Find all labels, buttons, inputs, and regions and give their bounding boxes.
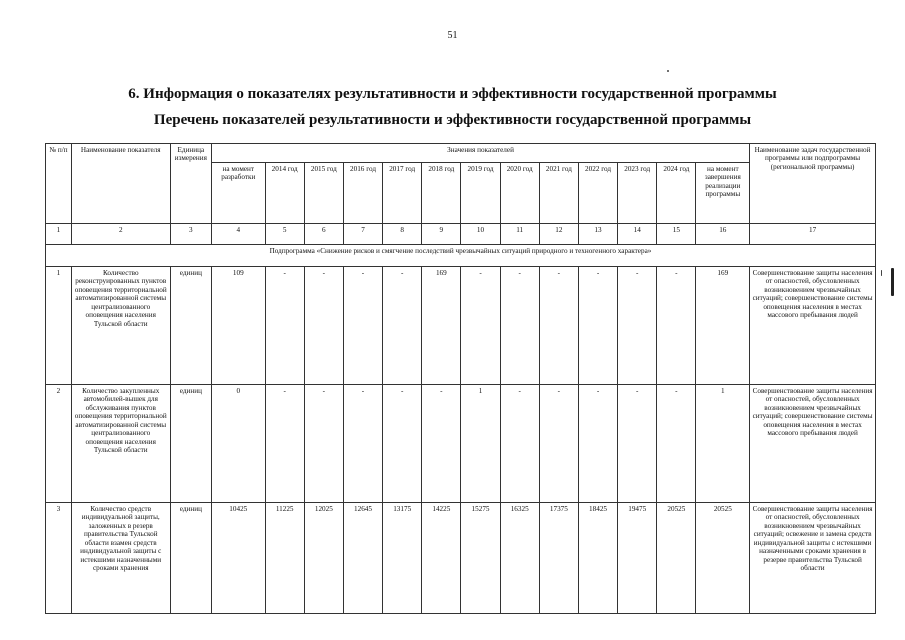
column-number: 9: [422, 224, 461, 245]
row-value: -: [500, 385, 539, 503]
row-value: 18425: [578, 503, 617, 614]
row-value: -: [618, 267, 657, 385]
table-row: [46, 503, 876, 614]
row-value: 1: [696, 385, 750, 503]
column-number: 7: [343, 224, 382, 245]
row-value: -: [304, 267, 343, 385]
scan-speck: [667, 70, 669, 72]
row-value: 17375: [539, 503, 578, 614]
row-num: 1: [46, 267, 72, 385]
row-value: 13175: [383, 503, 422, 614]
column-number: 11: [500, 224, 539, 245]
column-number: 14: [618, 224, 657, 245]
header-row: [46, 144, 876, 163]
row-value: 19475: [618, 503, 657, 614]
header-year: 2020 год: [500, 163, 539, 224]
row-value: 20525: [657, 503, 696, 614]
row-value: -: [265, 267, 304, 385]
row-value: -: [383, 385, 422, 503]
column-number: 12: [539, 224, 578, 245]
row-value: 109: [211, 267, 265, 385]
row-value: -: [657, 267, 696, 385]
row-value: 10425: [211, 503, 265, 614]
row-value: -: [539, 267, 578, 385]
row-value: 169: [696, 267, 750, 385]
column-number: 4: [211, 224, 265, 245]
row-tasks: Совершенствование защиты населения от опасностей, обусловленных возникновением чрезвычайных ситуаций; освежение и замена средств индивидуальной защиты с истекшими назначенными сроками хранения в резерве правительства Тульской области: [750, 503, 876, 614]
row-value: -: [500, 267, 539, 385]
header-year: 2024 год: [657, 163, 696, 224]
row-num: 3: [46, 503, 72, 614]
row-tasks: Совершенствование защиты населения от опасностей, обусловленных возникновением чрезвычайных ситуаций; совершенствование системы оповещения населения в местах массового пребывания людей: [750, 385, 876, 503]
header-num: № п/п: [46, 144, 72, 224]
header-year: 2022 год: [578, 163, 617, 224]
row-value: 0: [211, 385, 265, 503]
row-value: -: [343, 385, 382, 503]
header-year: 2015 год: [304, 163, 343, 224]
row-value: 1: [461, 385, 500, 503]
column-number: 17: [750, 224, 876, 245]
row-value: -: [539, 385, 578, 503]
row-value: 12645: [343, 503, 382, 614]
column-number: 15: [657, 224, 696, 245]
row-value: -: [461, 267, 500, 385]
row-value: -: [578, 267, 617, 385]
row-indicator-name: Количество средств индивидуальной защиты, заложенных в резерв правительства Тульской области взамен средств индивидуальной защиты с истекшими назначенными сроками хранения: [71, 503, 170, 614]
header-year: 2019 год: [461, 163, 500, 224]
column-number: 3: [170, 224, 211, 245]
row-value: 15275: [461, 503, 500, 614]
row-indicator-name: Количество реконструированных пунктов оповещения территориальной автоматизированной системы централизованного оповещения населения Тульской области: [71, 267, 170, 385]
header-year: 2014 год: [265, 163, 304, 224]
row-value: 169: [422, 267, 461, 385]
header-year: 2021 год: [539, 163, 578, 224]
column-number: 5: [265, 224, 304, 245]
row-unit: единиц: [170, 267, 211, 385]
row-value: -: [265, 385, 304, 503]
row-value: 12025: [304, 503, 343, 614]
column-number: 1: [46, 224, 72, 245]
table-row: [46, 267, 876, 385]
header-tasks: Наименование задач государственной программы или подпрограммы (региональной программы): [750, 144, 876, 224]
row-unit: единиц: [170, 503, 211, 614]
row-value: -: [657, 385, 696, 503]
column-number: 16: [696, 224, 750, 245]
row-num: 2: [46, 385, 72, 503]
row-value: 14225: [422, 503, 461, 614]
scan-speck: [881, 270, 882, 276]
row-value: 11225: [265, 503, 304, 614]
header-year: 2018 год: [422, 163, 461, 224]
row-value: -: [578, 385, 617, 503]
header-year: 2017 год: [383, 163, 422, 224]
table-row: [46, 385, 876, 503]
row-value: -: [422, 385, 461, 503]
row-value: -: [343, 267, 382, 385]
column-numbers-row: [46, 224, 876, 245]
header-end: на момент завершения реализации программы: [696, 163, 750, 224]
row-value: 20525: [696, 503, 750, 614]
header-name: Наименование показателя: [71, 144, 170, 224]
header-values-group: Значения показателей: [211, 144, 749, 163]
header-unit: Единица измерения: [170, 144, 211, 224]
column-number: 2: [71, 224, 170, 245]
header-year: 2016 год: [343, 163, 382, 224]
column-number: 8: [383, 224, 422, 245]
indicators-table: [45, 143, 876, 614]
subprogram-title: Подпрограмма «Снижение рисков и смягчение последствий чрезвычайных ситуаций природного и техногенного характера»: [46, 245, 876, 267]
column-number: 10: [461, 224, 500, 245]
column-number: 13: [578, 224, 617, 245]
row-tasks: Совершенствование защиты населения от опасностей, обусловленных возникновением чрезвычайных ситуаций; совершенствование системы оповещения населения в местах массового пребывания людей: [750, 267, 876, 385]
scan-speck: [891, 268, 894, 296]
column-number: 6: [304, 224, 343, 245]
page-number: 51: [447, 30, 458, 41]
row-value: 16325: [500, 503, 539, 614]
row-indicator-name: Количество закупленных автомобилей-вышек для обслуживания пунктов оповещения территориальной автоматизированной системы централизованного оповещения населения Тульской области: [71, 385, 170, 503]
subprogram-row: [46, 245, 876, 267]
row-unit: единиц: [170, 385, 211, 503]
header-start: на момент разработки: [211, 163, 265, 224]
header-year: 2023 год: [618, 163, 657, 224]
section-subtitle: Перечень показателей результативности и эффективности государственной программы: [153, 112, 752, 128]
section-title: 6. Информация о показателях результативности и эффективности государственной программы: [128, 86, 777, 102]
row-value: -: [618, 385, 657, 503]
row-value: -: [383, 267, 422, 385]
row-value: -: [304, 385, 343, 503]
